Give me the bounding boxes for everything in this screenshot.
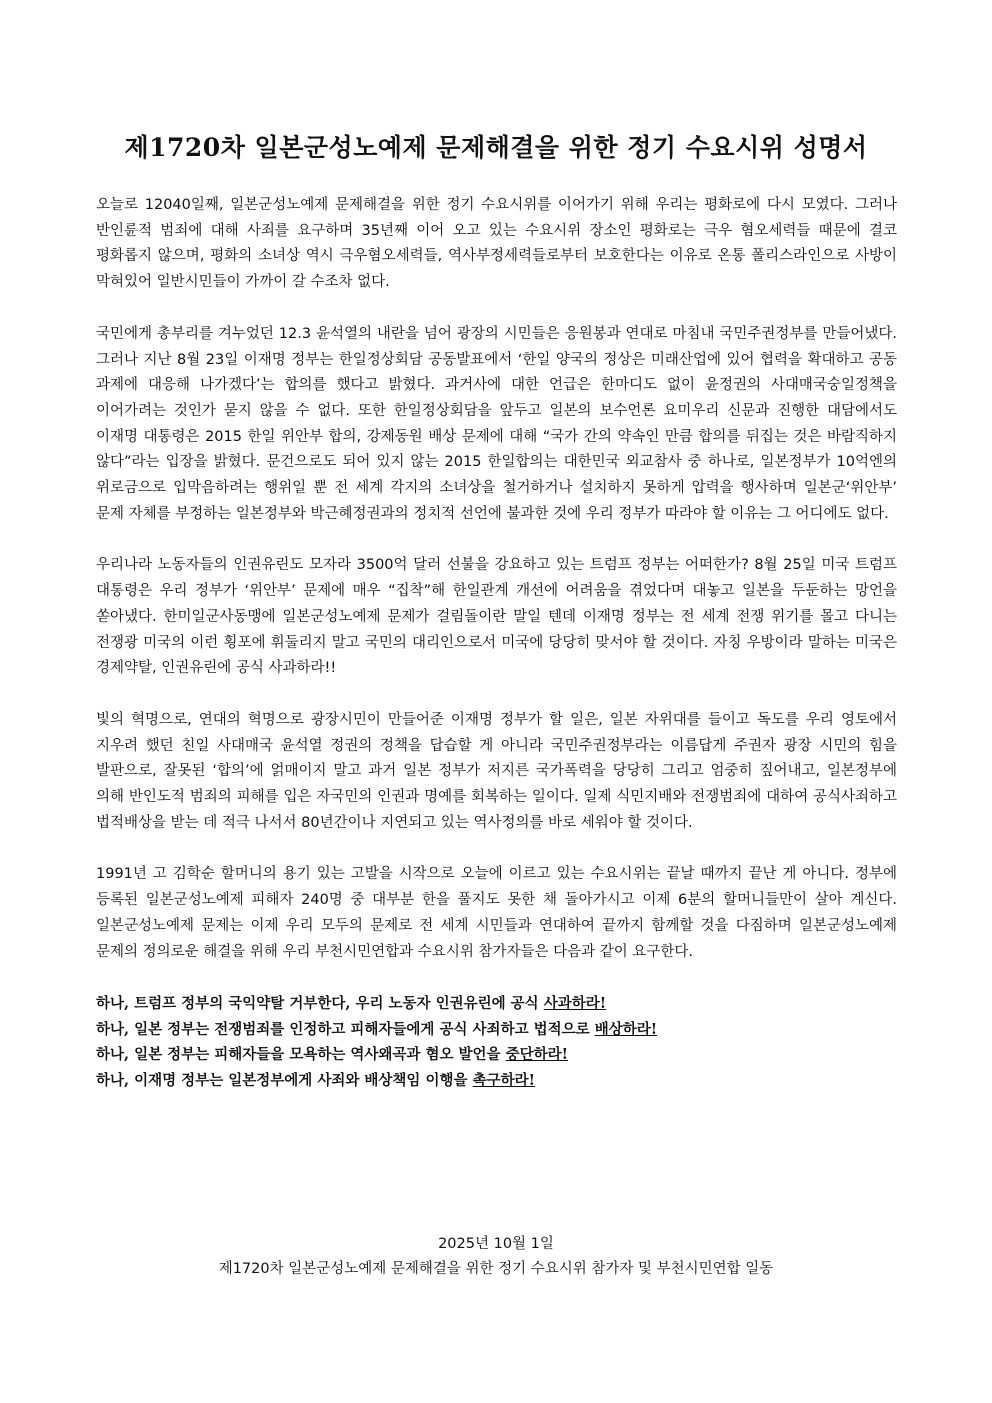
demand-item-3: [96, 1042, 897, 1068]
demands-list: [96, 991, 897, 1093]
paragraph-2: 국민에게 총부리를 겨누었던 12.3 윤석열의 내란을 넘어 광장의 시민들은 응원봉과 연대로 마침내 국민주권정부를 만들어냈다. 그러나 지난 8월 23일 이재명 정부는 한일정상회담 공동발표에서 ‘한일 양국의 정상은 미래산업에 있어 협력을 확대하고 공동 과제에 대응해 나가겠다’는 합의를 했다고 밝혔다. 과거사에 대한 언급은 한마디도 없이 윤정권의 사대매국숭일정책을 이어가려는 것인가 묻지 않을 수 없다. 또한 한일정상회담을 앞두고 일본의 보수언론 요미우리 신문과 진행한 대담에서도 이재명 대통령은 2015 한일 위안부 합의, 강제동원 배상 문제에 대해 “국가 간의 약속인 만큼 합의를 뒤집는 것은 바람직하지 않다”라는 입장을 밝혔다. 문건으로도 되어 있지 않는 2015 한일합의는 대한민국 외교참사 중 하나로, 일본정부가 10억엔의 위로금으로 입막음하려는 행위일 뿐 전 세계 각지의 소녀상을 철거하거나 설치하지 못하게 압력을 행사하며 일본군‘위안부’ 문제 자체를 부정하는 일본정부와 박근혜정권과의 정치적 선언에 불과한 것에 우리 정부가 따라야 할 이유는 그 어디에도 없다.: [96, 325, 897, 522]
statement-signer: 제1720차 일본군성노예제 문제해결을 위한 정기 수요시위 참가자 및 부천시민연합 일동: [218, 1261, 774, 1277]
demand-text: 하나, 일본 정부는 전쟁범죄를 인정하고 피해자들에게 공식 사죄하고 법적으로: [96, 1020, 595, 1038]
demand-emphasis: 중단하라!: [505, 1046, 569, 1064]
demand-item-1: [96, 991, 897, 1017]
demand-text: 하나, 일본 정부는 피해자들을 모욕하는 역사왜곡과 혐오 발언을: [96, 1046, 506, 1064]
statement-body: [96, 193, 897, 1093]
paragraph-3: 우리나라 노동자들의 인권유린도 모자라 3500억 달러 선불을 강요하고 있는 트럼프 정부는 어떠한가? 8월 25일 미국 트럼프 대통령은 우리 정부가 ‘위안부’ 문제에 매우 “집착”해 한일관계 개선에 어려움을 겪었다며 대놓고 일본을 두둔하는 망언을 쏟아냈다. 한미일군사동맹에 일본군성노예제 문제가 걸림돌이란 말일 텐데 이재명 정부는 전 세계 전쟁 위기를 몰고 다니는 전쟁광 미국의 이런 횡포에 휘둘리지 말고 국민의 대리인으로서 미국에 당당히 맞서야 할 것이다. 자칭 우방이라 말하는 미국은 경제약탈, 인권유린에 공식 사과하라!!: [96, 557, 897, 677]
page-title: 제1720차 일본군성노예제 문제해결을 위한 정기 수요시위 성명서: [124, 133, 868, 162]
demand-item-4: [96, 1068, 897, 1094]
demand-emphasis: 촉구하라!: [472, 1071, 535, 1089]
demand-text: 하나, 이재명 정부는 일본정부에게 사죄와 배상책임 이행을: [96, 1071, 473, 1089]
statement-date: 2025년 10월 1일: [438, 1236, 554, 1252]
paragraph-5: 1991년 고 김학순 할머니의 용기 있는 고발을 시작으로 오늘에 이르고 있는 수요시위는 끝날 때까지 끝난 게 아니다. 정부에 등록된 일본군성노예제 피해자 240명 중 대부분 한을 풀지도 못한 채 돌아가시고 이제 6분의 할머니들만이 살아 계신다. 일본군성노예제 문제는 이제 우리 모두의 문제로 전 세계 시민들과 연대하여 끝까지 함께할 것을 다짐하며 일본군성노예제 문제의 정의로운 해결을 위해 우리 부천시민연합과 수요시위 참가자들은 다음과 같이 요구한다.: [96, 866, 897, 960]
paragraph-4: 빛의 혁명으로, 연대의 혁명으로 광장시민이 만들어준 이재명 정부가 할 일은, 일본 자위대를 들이고 독도를 우리 영토에서 지우려 했던 친일 사대매국 윤석열 정권의 정책을 답습할 게 아니라 국민주권정부라는 이름답게 주권자 광장 시민의 힘을 발판으로, 잘못된 ‘합의’에 얽매이지 말고 과거 일본 정부가 저지른 국가폭력을 당당히 그리고 엄중히 짚어내고, 일본정부에 의해 반인도적 범죄의 피해를 입은 자국민의 인권과 명예를 회복하는 일이다. 일제 식민지배와 전쟁범죄에 대하여 공식사죄하고 법적배상을 받는 데 적극 나서서 80년간이나 지연되고 있는 역사정의를 바로 세워야 할 것이다.: [96, 711, 897, 831]
demand-text: 하나, 트럼프 정부의 국익약탈 거부한다, 우리 노동자 인권유린에 공식: [96, 995, 544, 1013]
demand-item-2: [96, 1017, 897, 1043]
demand-emphasis: 사과하라!: [543, 995, 607, 1013]
paragraph-1: 오늘로 12040일째, 일본군성노예제 문제해결을 위한 정기 수요시위를 이어가기 위해 우리는 평화로에 다시 모였다. 그러나 반인륜적 범죄에 대해 사죄를 요구하며 35년째 이어 오고 있는 수요시위 장소인 평화로는 극우 혐오세력들 때문에 결코 평화롭지 않으며, 평화의 소녀상 역시 극우혐오세력들, 역사부정세력들로부터 보호한다는 이유로 온통 폴리스라인으로 사방이 막혀있어 일반시민들이 가까이 갈 수조차 없다.: [96, 197, 897, 291]
demand-emphasis: 배상하라!: [594, 1020, 658, 1038]
